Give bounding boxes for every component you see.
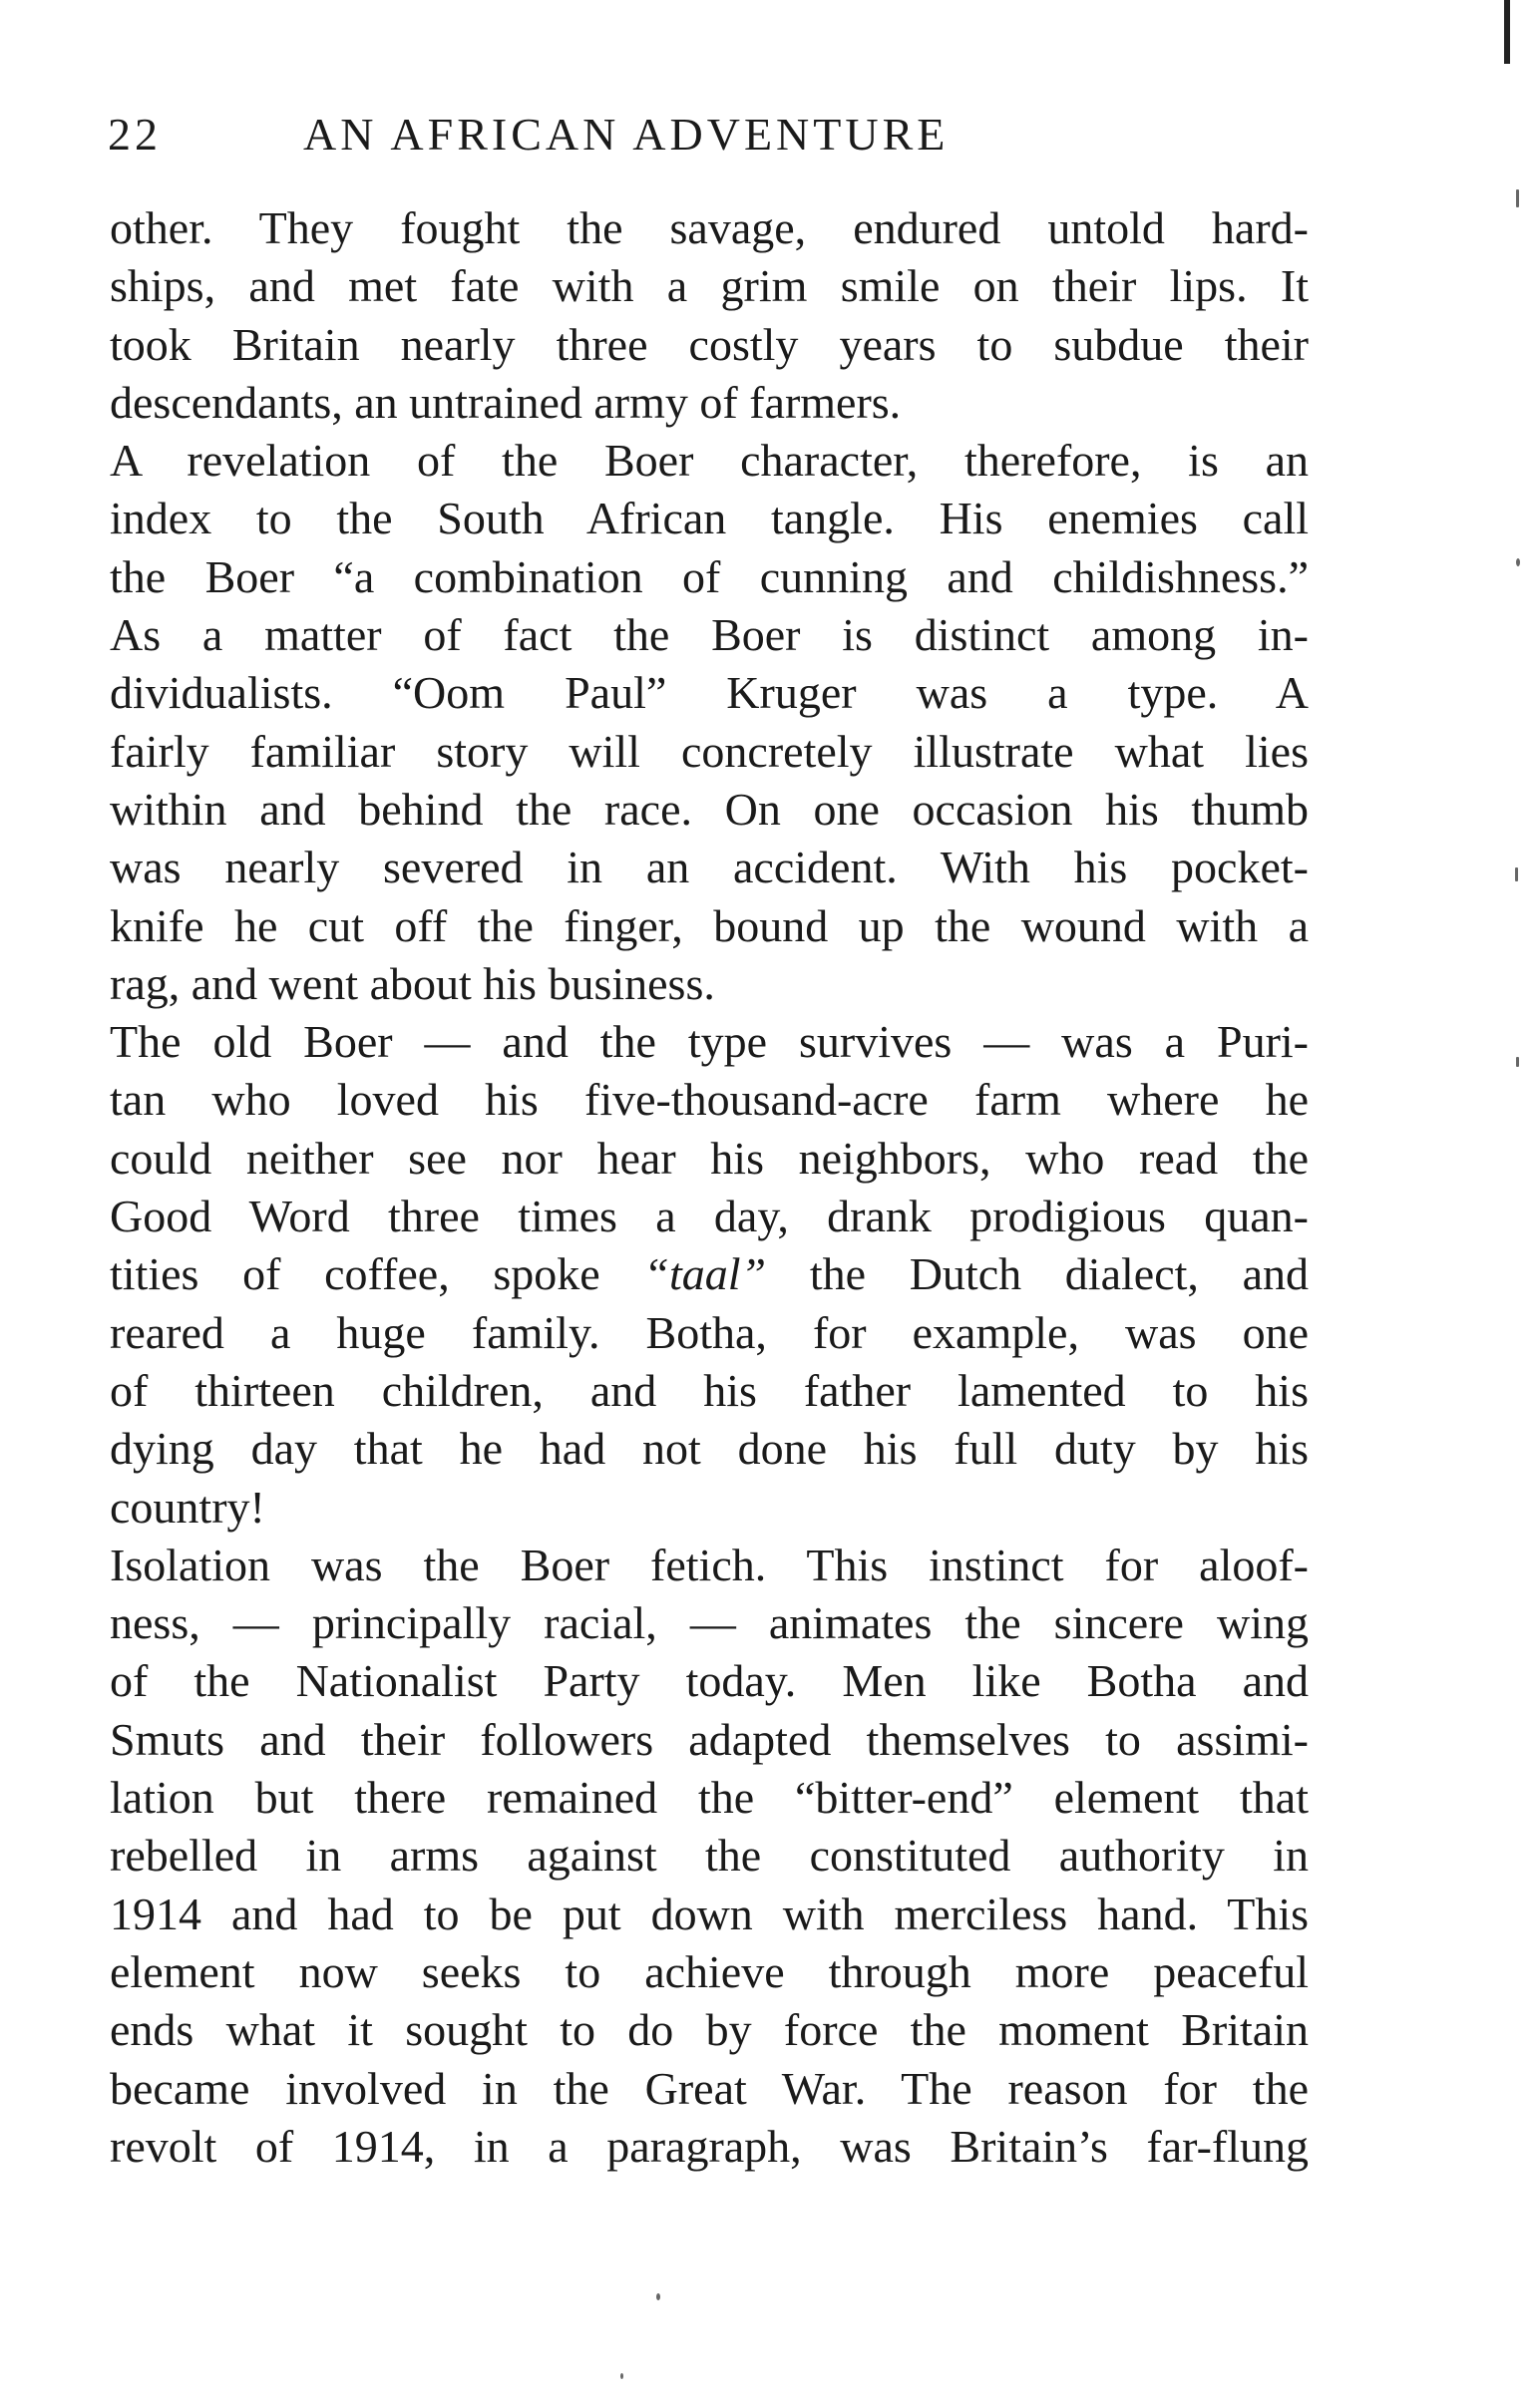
text-line: As a matter of fact the Boer is distinct among in- [110, 609, 1309, 661]
page-number: 22 [108, 109, 162, 160]
text-line: Good Word three times a day, drank prodigious quan- [110, 1191, 1309, 1242]
page-edge-mark [1504, 0, 1510, 64]
text-line: element now seeks to achieve through more peaceful [110, 1945, 1309, 1997]
text-line: rag, and went about his business. [110, 957, 715, 1009]
text-line: reared a huge family. Botha, for example, was one [110, 1306, 1309, 1358]
text-line: could neither see nor hear his neighbors, who read the [110, 1132, 1309, 1184]
text-line: of thirteen children, and his father lamented to his [110, 1364, 1309, 1416]
scan-speck [1516, 189, 1519, 207]
text-line: 1914 and had to be put down with merciless hand. This [110, 1888, 1309, 1939]
text-line: dying day that he had not done his full duty by his [110, 1423, 1309, 1475]
text-line: tan who loved his five-thousand-acre farm where he [110, 1074, 1309, 1126]
text-line: ships, and met fate with a grim smile on their lips. It [110, 260, 1309, 312]
text-line: took Britain nearly three costly years to subdue their [110, 318, 1309, 370]
text-line: country! [110, 1481, 265, 1533]
running-title: AN AFRICAN ADVENTURE [303, 109, 950, 160]
text-line: lation but there remained the “bitter-end” element that [110, 1772, 1309, 1824]
text-line: other. They fought the savage, endured untold hard- [110, 202, 1309, 253]
text-line: the Boer “a combination of cunning and childishness.” [110, 550, 1309, 602]
scan-speck [1515, 867, 1518, 881]
scan-speck [620, 2373, 623, 2379]
text-line: ness, — principally racial, — animates the sincere wing [110, 1597, 1309, 1649]
text-line: Isolation was the Boer fetich. This instinct for aloof- [110, 1539, 1309, 1590]
text-line: became involved in the Great War. The reason for the [110, 2062, 1309, 2114]
text-line: ends what it sought to do by force the moment Britain [110, 2004, 1309, 2056]
text-line: rebelled in arms against the constituted authority in [110, 1830, 1309, 1882]
text-line: dividualists. “Oom Paul” Kruger was a type. A [110, 667, 1309, 719]
body-text [110, 199, 1309, 2176]
scan-speck [656, 2293, 660, 2300]
scan-speck [1516, 1057, 1519, 1067]
text-line: of the Nationalist Party today. Men like Botha and [110, 1655, 1309, 1707]
scan-speck [1516, 558, 1520, 566]
text-line: knife he cut off the finger, bound up the wound with a [110, 899, 1309, 951]
running-head [108, 108, 1105, 177]
text-line: descendants, an untrained army of farmers. [110, 376, 902, 428]
text-line: fairly familiar story will concretely illustrate what lies [110, 725, 1309, 777]
text-line: revolt of 1914, in a paragraph, was Britain’s far-flung [110, 2120, 1309, 2172]
text-line: was nearly severed in an accident. With his pocket- [110, 842, 1309, 893]
text-line: within and behind the race. On one occasion his thumb [110, 783, 1309, 835]
text-line: The old Boer — and the type survives — was a Puri- [110, 1016, 1309, 1068]
text-line: index to the South African tangle. His enemies call [110, 493, 1309, 544]
text-line: A revelation of the Boer character, therefore, is an [110, 435, 1309, 487]
text-line: Smuts and their followers adapted themselves to assimi- [110, 1713, 1309, 1765]
text-line: tities of coffee, spoke “taal” the Dutch dialect, and [110, 1248, 1309, 1300]
